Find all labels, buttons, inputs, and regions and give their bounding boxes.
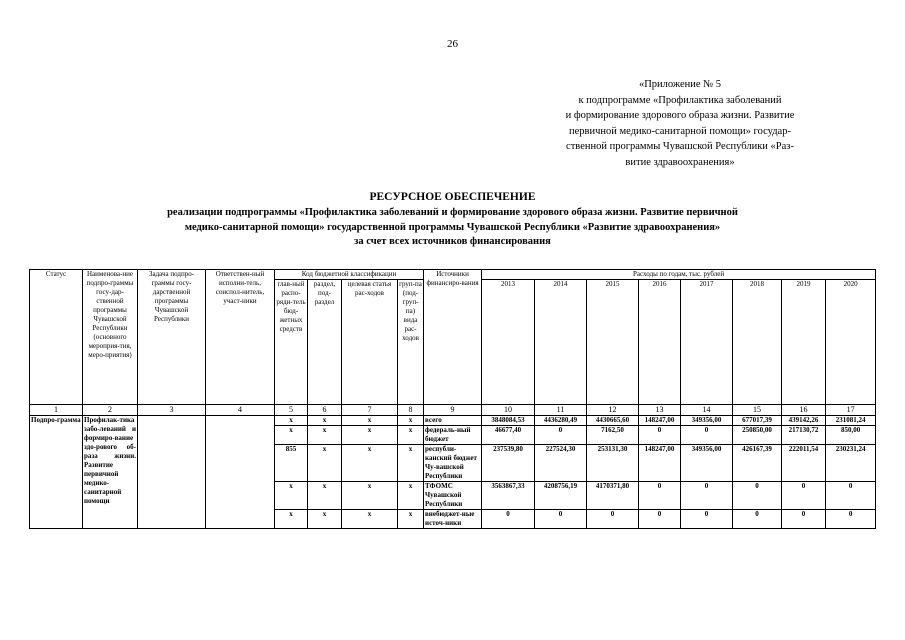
column-number: 3 <box>138 405 206 416</box>
column-number: 7 <box>342 405 398 416</box>
grbs-cell: x <box>275 510 308 529</box>
value-cell: 230231,24 <box>826 445 876 482</box>
value-cell: 0 <box>733 510 782 529</box>
value-cell: 0 <box>535 510 587 529</box>
section-cell: x <box>308 445 342 482</box>
value-cell: 0 <box>681 426 733 445</box>
group-cell: x <box>398 445 424 482</box>
value-cell: 3848084,53 <box>482 416 535 426</box>
column-number: 12 <box>587 405 639 416</box>
source-cell: республи-канский бюджет Чу-вашской Республики <box>424 445 482 482</box>
header-year: 2020 <box>826 280 876 405</box>
value-cell: 253131,30 <box>587 445 639 482</box>
value-cell: 148247,00 <box>639 416 681 426</box>
target-cell: x <box>342 482 398 510</box>
source-cell: ТФОМС Чувашской Республики <box>424 482 482 510</box>
header-year: 2016 <box>639 280 681 405</box>
value-cell: 250850,00 <box>733 426 782 445</box>
column-number: 5 <box>275 405 308 416</box>
group-cell: x <box>398 426 424 445</box>
header-year: 2018 <box>733 280 782 405</box>
value-cell: 0 <box>482 510 535 529</box>
document-title: РЕСУРСНОЕ ОБЕСПЕЧЕНИЕ <box>369 191 536 203</box>
value-cell: 850,00 <box>826 426 876 445</box>
subtitle-line: медико-санитарной помощи» государственной программы Чувашской Республики «Развитие здравоохранения» <box>184 221 721 233</box>
header-group: груп-па (под-груп-па) вида рас-ходов <box>398 280 424 405</box>
header-sources: Источники финансиро-вания <box>424 270 482 405</box>
status-cell: Подпро-грамма <box>30 416 83 529</box>
value-cell: 4208756,19 <box>535 482 587 510</box>
value-cell: 0 <box>639 510 681 529</box>
column-number: 11 <box>535 405 587 416</box>
appendix-line: к подпрограмме «Профилактика заболеваний <box>578 94 782 106</box>
target-cell: x <box>342 426 398 445</box>
task-cell <box>138 416 206 529</box>
appendix-line: витие здравоохранения» <box>625 156 735 168</box>
executor-cell <box>206 416 275 529</box>
source-cell: внебюджет-ные источ-ники <box>424 510 482 529</box>
value-cell: 3563867,33 <box>482 482 535 510</box>
column-number: 2 <box>83 405 138 416</box>
header-name: Наименова-ние подпро-граммы госу-дар-ственной программы Чувашской Республики (основного мероприя-тия, меро-приятия) <box>83 270 138 405</box>
header-year: 2017 <box>681 280 733 405</box>
appendix-note <box>530 77 830 170</box>
value-cell: 0 <box>587 510 639 529</box>
column-number: 16 <box>782 405 826 416</box>
header-year: 2015 <box>587 280 639 405</box>
appendix-line: «Приложение № 5 <box>638 79 722 90</box>
target-cell: x <box>342 445 398 482</box>
target-cell: x <box>342 416 398 426</box>
appendix-line: ственной программы Чувашской Республики «Раз- <box>566 141 794 152</box>
group-cell: x <box>398 510 424 529</box>
group-cell: x <box>398 416 424 426</box>
column-number: 10 <box>482 405 535 416</box>
column-number: 15 <box>733 405 782 416</box>
grbs-cell: x <box>275 482 308 510</box>
value-cell: 0 <box>782 510 826 529</box>
grbs-cell: 855 <box>275 445 308 482</box>
source-cell: федераль-ный бюджет <box>424 426 482 445</box>
source-cell: всего <box>424 416 482 426</box>
value-cell: 0 <box>639 482 681 510</box>
header-budget-code: Код бюджетной классификации <box>275 270 424 280</box>
header-expenses: Расходы по годам, тыс. рублей <box>482 270 876 280</box>
section-cell: x <box>308 416 342 426</box>
value-cell: 237539,80 <box>482 445 535 482</box>
value-cell: 0 <box>639 426 681 445</box>
section-cell: x <box>308 510 342 529</box>
value-cell: 7162,50 <box>587 426 639 445</box>
value-cell: 0 <box>826 510 876 529</box>
value-cell: 227524,30 <box>535 445 587 482</box>
column-number-row <box>30 405 876 416</box>
target-cell: x <box>342 510 398 529</box>
value-cell: 0 <box>681 482 733 510</box>
value-cell: 349356,00 <box>681 445 733 482</box>
column-number: 17 <box>826 405 876 416</box>
value-cell: 0 <box>733 482 782 510</box>
header-target: целевая статья рас-ходов <box>342 280 398 405</box>
page-number: 26 <box>447 38 458 50</box>
column-number: 14 <box>681 405 733 416</box>
value-cell: 0 <box>681 510 733 529</box>
header-year: 2014 <box>535 280 587 405</box>
table-row <box>30 416 876 426</box>
value-cell: 349356,00 <box>681 416 733 426</box>
header-section: раздел, под-раздел <box>308 280 342 405</box>
header-row <box>30 270 876 280</box>
value-cell: 0 <box>826 482 876 510</box>
header-executor: Ответствен-ный исполни-тель, соиспол-нитель, участ-ники <box>206 270 275 405</box>
appendix-line: первичной медико-санитарной помощи» государ- <box>569 125 791 137</box>
header-year: 2019 <box>782 280 826 405</box>
subtitle-line: реализации подпрограммы «Профилактика заболеваний и формирование здорового образа жизни. Развитие первичной <box>167 207 738 218</box>
value-cell: 148247,00 <box>639 445 681 482</box>
value-cell: 0 <box>782 482 826 510</box>
subprogram-name-cell: Профилак-тика забо-леваний и формиро-вание здо-рового об-раза жизни. Развитие первичной медико-санитарной помощи <box>83 416 138 529</box>
subtitle-line: за счет всех источников финансирования <box>354 236 551 247</box>
document-subtitle <box>40 206 865 250</box>
appendix-line: и формирование здорового образа жизни. Развитие <box>565 110 795 121</box>
resource-table <box>29 269 876 529</box>
header-grbs: глав-ный распо-ряди-тель бюд-жетных средств <box>275 280 308 405</box>
section-cell: x <box>308 426 342 445</box>
column-number: 4 <box>206 405 275 416</box>
header-year: 2013 <box>482 280 535 405</box>
grbs-cell: x <box>275 416 308 426</box>
value-cell: 0 <box>535 426 587 445</box>
value-cell: 217130,72 <box>782 426 826 445</box>
column-number: 6 <box>308 405 342 416</box>
value-cell: 4436280,49 <box>535 416 587 426</box>
value-cell: 222011,54 <box>782 445 826 482</box>
grbs-cell: x <box>275 426 308 445</box>
header-status: Статус <box>30 270 83 405</box>
section-cell: x <box>308 482 342 510</box>
value-cell: 426167,39 <box>733 445 782 482</box>
header-task: Задача подпро-граммы госу-дарственной программы Чувашской Республики <box>138 270 206 405</box>
group-cell: x <box>398 482 424 510</box>
column-number: 1 <box>30 405 83 416</box>
value-cell: 439142,26 <box>782 416 826 426</box>
column-number: 8 <box>398 405 424 416</box>
column-number: 13 <box>639 405 681 416</box>
value-cell: 4430665,60 <box>587 416 639 426</box>
value-cell: 677017,39 <box>733 416 782 426</box>
column-number: 9 <box>424 405 482 416</box>
value-cell: 231081,24 <box>826 416 876 426</box>
value-cell: 4170371,80 <box>587 482 639 510</box>
value-cell: 46677,40 <box>482 426 535 445</box>
